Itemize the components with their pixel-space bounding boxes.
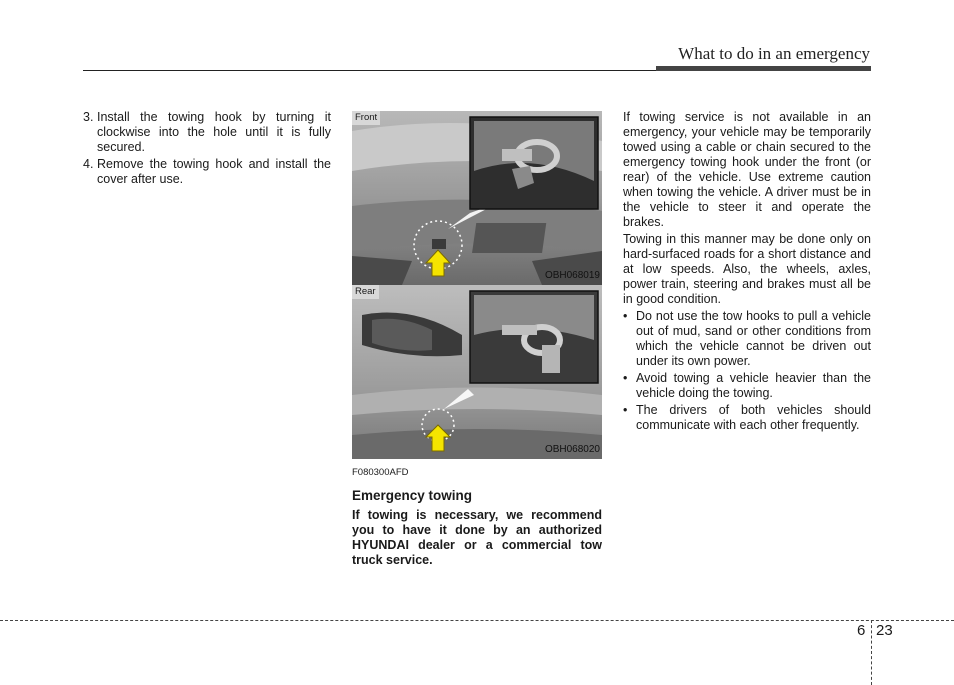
bullet-text: Do not use the tow hooks to pull a vehicle out of mud, sand or other conditions from which the vehicle cannot be driven out under its own power. (636, 309, 871, 368)
bullet-symbol: • (623, 371, 628, 385)
bullet-text: Avoid towing a vehicle heavier than the vehicle doing the towing. (636, 371, 871, 400)
rear-car-illustration (352, 285, 602, 459)
bullet-list (623, 309, 871, 433)
page-header-title: What to do in an emergency (678, 44, 870, 63)
recommendation-text: If towing is necessary, we recommend you to have it done by an authorized HYUNDAI dealer or a commercial tow truck service. (352, 508, 602, 567)
section-heading: Emergency towing (352, 488, 473, 503)
footer-rule (0, 620, 954, 621)
paragraph: If towing service is not available in an emergency, your vehicle may be temporarily towed using a cable or chain secured to the emergency towing hook under the front (or rear) of the vehicle. Use extreme caution when towing the vehicle. A driver must be in the vehicle to steer it and operate the brakes. (623, 110, 871, 229)
step-item (83, 157, 331, 187)
bullet-symbol: • (623, 403, 628, 417)
bullet-symbol: • (623, 309, 628, 323)
figure-id: F080300AFD (352, 467, 409, 478)
front-label: Front (352, 111, 380, 125)
step-item (83, 110, 331, 155)
left-column (83, 110, 331, 189)
rear-figure-code: OBH068020 (544, 444, 600, 455)
bullet-item (623, 309, 871, 369)
right-column (623, 110, 871, 435)
bullet-item (623, 371, 871, 401)
rear-tow-hook-photo (352, 285, 602, 459)
chapter-number: 6 (857, 622, 866, 639)
front-car-illustration (352, 111, 602, 285)
header-accent-bar (656, 66, 871, 71)
step-number: 3. (83, 110, 94, 124)
paragraph: Towing in this manner may be done only on hard-surfaced roads for a short distance and at low speeds. Also, the wheels, axles, power train, steering and brakes must all be in good condition. (623, 232, 871, 306)
footer-divider (871, 620, 872, 685)
page-number: 23 (876, 622, 893, 639)
middle-column (352, 111, 602, 568)
step-text: Install the towing hook by turning it clockwise into the hole until it is fully secured. (97, 110, 331, 154)
front-figure-code: OBH068019 (544, 270, 600, 281)
bullet-text: The drivers of both vehicles should communicate with each other frequently. (636, 403, 871, 432)
rear-label: Rear (352, 285, 379, 299)
step-text: Remove the towing hook and install the cover after use. (97, 157, 331, 186)
bullet-item (623, 403, 871, 433)
step-list (83, 110, 331, 187)
step-number: 4. (83, 157, 94, 171)
front-tow-hook-photo (352, 111, 602, 285)
